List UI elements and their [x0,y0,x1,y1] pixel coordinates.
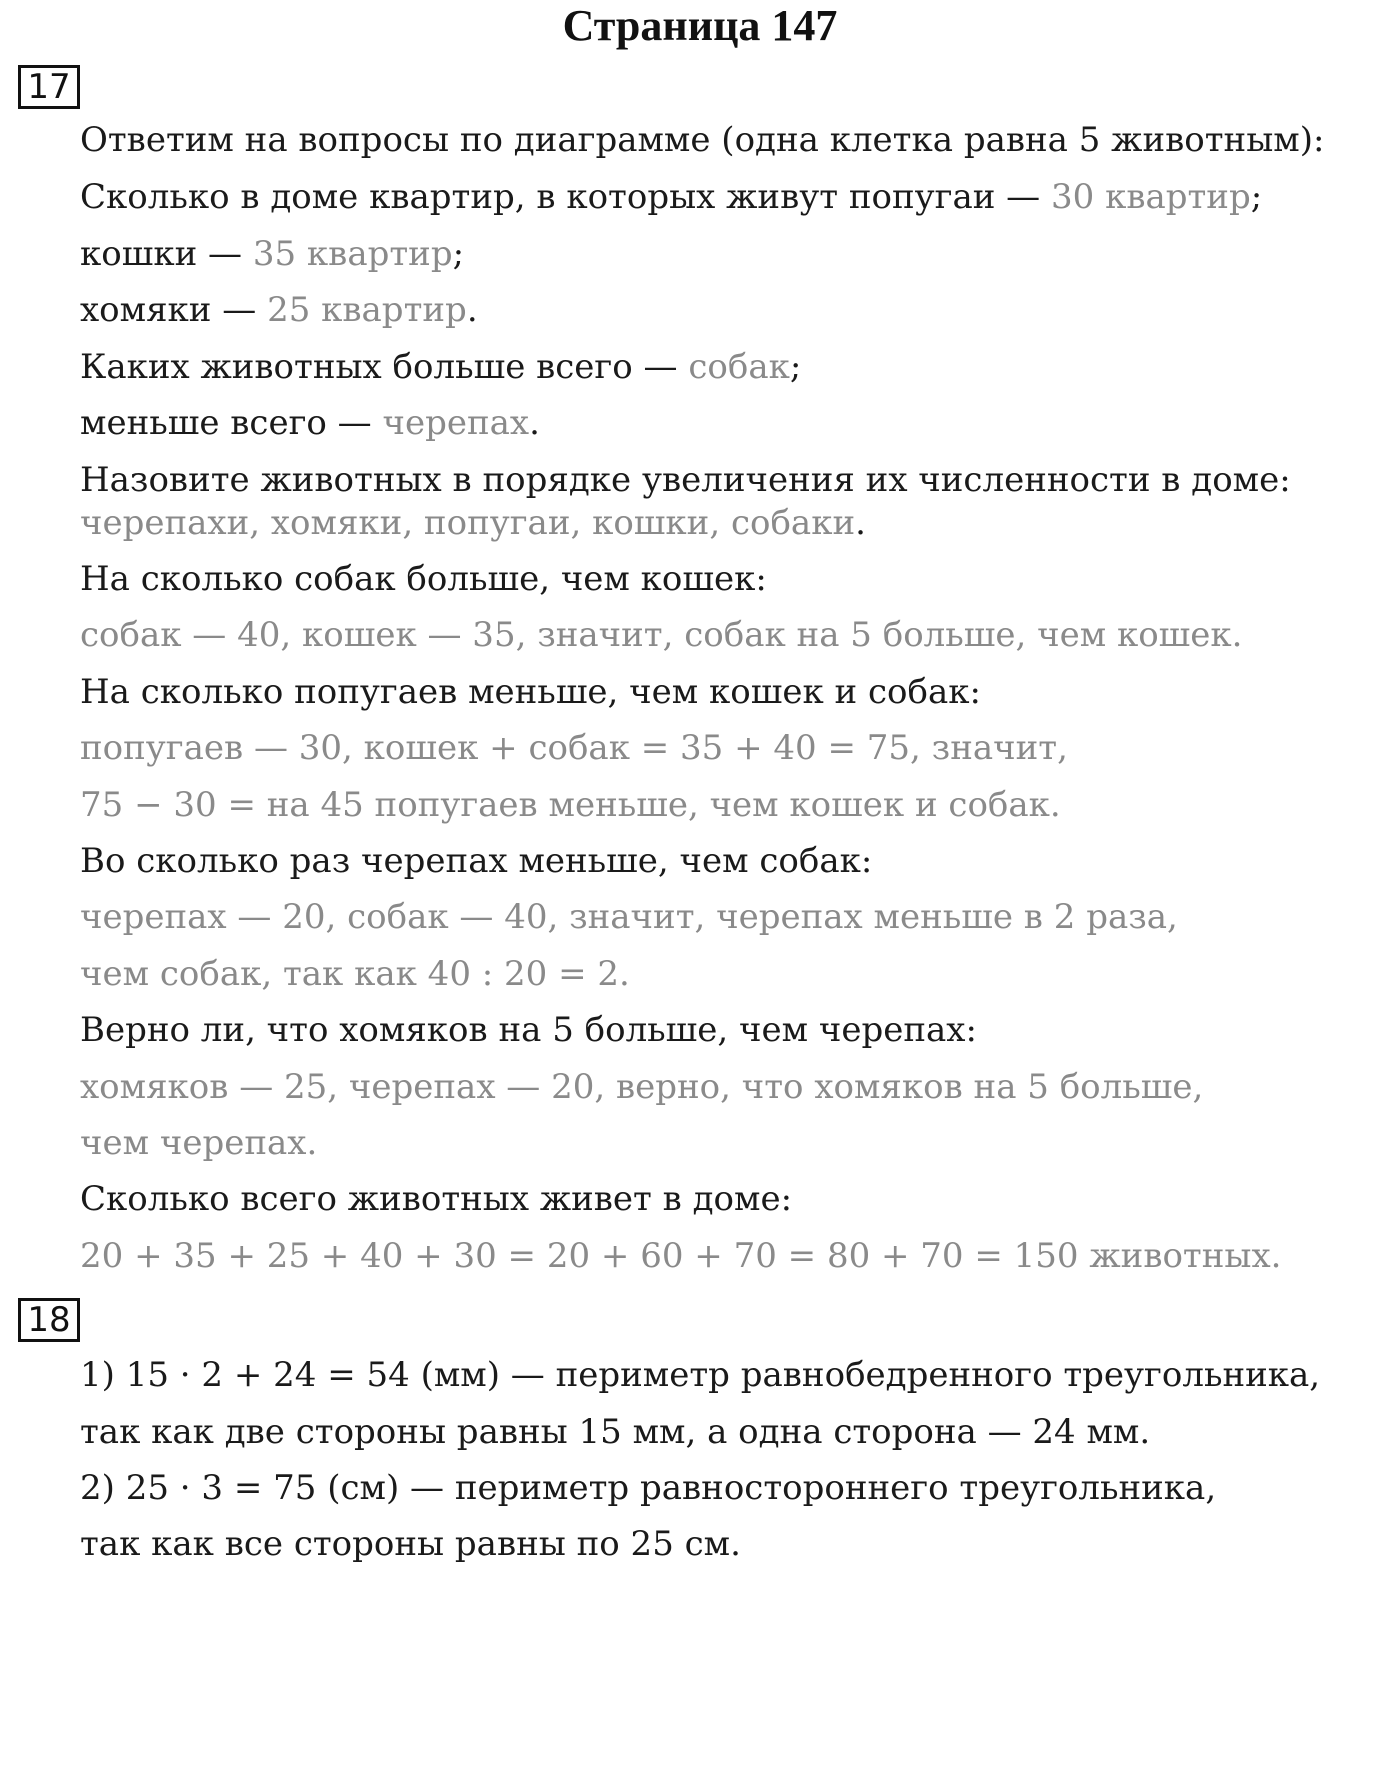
t17-line-5: Каких животных больше всего — собак; [80,347,802,387]
task-17-number: 17 [18,65,80,109]
t17-line-21: 20 + 35 + 25 + 40 + 30 = 20 + 60 + 70 = 80 + 70 = 150 животных. [80,1236,1282,1276]
t17-line-13: 75 − 30 = на 45 попугаев меньше, чем кошек и собак. [80,785,1061,825]
t17-line-19: чем черепах. [80,1123,318,1163]
task-18-number: 18 [18,1298,80,1342]
t18-line-4: так как все стороны равны по 25 см. [80,1524,741,1564]
t17-line-1: Ответим на вопросы по диаграмме (одна клетка равна 5 животным): [80,120,1325,160]
t17-line-6: меньше всего — черепах. [80,403,540,443]
t17-line-18: хомяков — 25, черепах — 20, верно, что хомяков на 5 больше, [80,1067,1204,1107]
t17-line-14: Во сколько раз черепах меньше, чем собак: [80,841,873,881]
t18-line-1: 1) 15 · 2 + 24 = 54 (мм) — периметр равнобедренного треугольника, [80,1355,1321,1395]
t17-line-2: Сколько в доме квартир, в которых живут попугаи — 30 квартир; [80,177,1263,217]
t17-line-3: кошки — 35 квартир; [80,234,465,274]
t17-line-11: На сколько попугаев меньше, чем кошек и собак: [80,672,981,712]
t17-line-17: Верно ли, что хомяков на 5 больше, чем черепах: [80,1010,977,1050]
t17-line-12: попугаев — 30, кошек + собак = 35 + 40 = 75, значит, [80,728,1068,768]
t17-line-20: Сколько всего животных живет в доме: [80,1179,793,1219]
t17-line-15: черепах — 20, собак — 40, значит, черепах меньше в 2 раза, [80,897,1178,937]
page-title: Страница 147 [562,1,838,50]
t17-line-4: хомяки — 25 квартир. [80,290,478,330]
t18-line-2: так как две стороны равны 15 мм, а одна сторона — 24 мм. [80,1412,1151,1452]
t17-line-7: Назовите животных в порядке увеличения их численности в доме: [80,460,1291,500]
t17-line-10: собак — 40, кошек — 35, значит, собак на 5 больше, чем кошек. [80,615,1243,655]
t17-line-8: черепахи, хомяки, попугаи, кошки, собаки. [80,503,866,543]
t17-line-16: чем собак, так как 40 : 20 = 2. [80,954,630,994]
t17-line-9: На сколько собак больше, чем кошек: [80,559,767,599]
t18-line-3: 2) 25 · 3 = 75 (см) — периметр равностороннего треугольника, [80,1468,1217,1508]
